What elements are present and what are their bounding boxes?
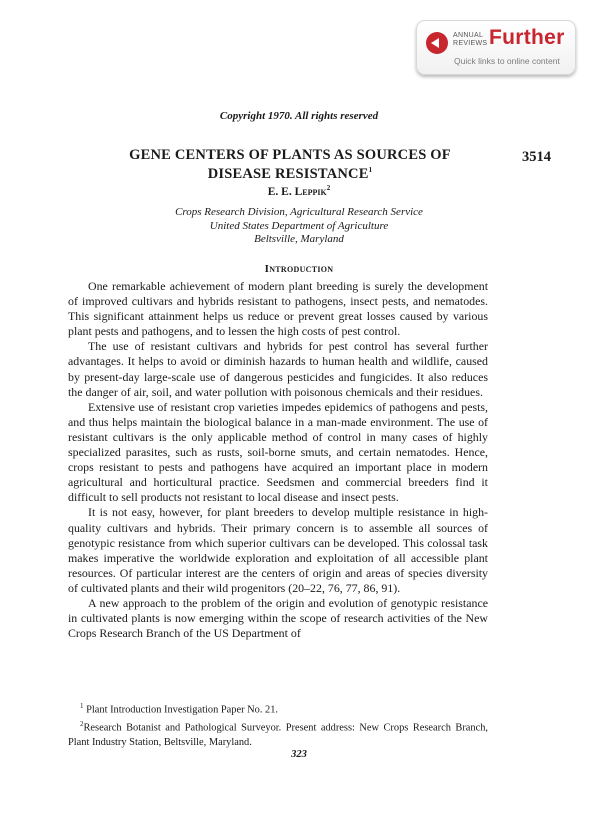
author-name-text: E. E. Leppik bbox=[267, 185, 327, 198]
copyright-notice: Copyright 1970. All rights reserved bbox=[219, 110, 379, 122]
title-line-2: DISEASE RESISTANCE bbox=[207, 165, 369, 182]
article-title bbox=[70, 148, 510, 182]
annual-label: ANNUAL bbox=[453, 32, 484, 39]
title-line-1: GENE CENTERS OF PLANTS AS SOURCES OF bbox=[129, 147, 451, 163]
annual-reviews-wordmark bbox=[453, 32, 487, 48]
reviews-label: REVIEWS bbox=[453, 40, 488, 47]
affiliation-line-3: Beltsville, Maryland bbox=[254, 233, 344, 245]
page-number: 323 bbox=[291, 749, 307, 760]
footnote-mark: 1 bbox=[80, 702, 84, 710]
author-footnote-mark[interactable]: 2 bbox=[326, 184, 331, 192]
footnote bbox=[68, 699, 488, 717]
author-name bbox=[0, 184, 598, 198]
further-quick-links-badge[interactable] bbox=[416, 20, 576, 75]
affiliation-line-1: Crops Research Division, Agricultural Research Service bbox=[175, 206, 423, 218]
footnote-text: Research Botanist and Pathological Surveyor. Present address: New Crops Research Branch, Plant Industry Station, Beltsville, Maryland. bbox=[68, 722, 488, 748]
paragraph: The use of resistant cultivars and hybrids for pest control has several further advantages. It helps to avoid or diminish hazards to human health and wildlife, caused by present-day large-scale use of dangerous pesticides and fungicides. It also reduces the danger of air, soil, and water pollution with poisonous chemicals and their residues. bbox=[68, 339, 488, 399]
author-affiliation bbox=[0, 206, 598, 247]
footnote-mark: 2 bbox=[80, 720, 84, 729]
article-number: 3514 bbox=[522, 149, 551, 165]
annual-reviews-logo-icon bbox=[426, 32, 448, 54]
paragraph: A new approach to the problem of the origin and evolution of genotypic resistance in cultivated plants is now emerging within the scope of research activities of the New Crops Research Branch of the US Department of bbox=[68, 595, 488, 641]
footnote-text: Plant Introduction Investigation Paper No. 21. bbox=[86, 704, 279, 716]
further-label: Further bbox=[489, 26, 565, 49]
paragraph: One remarkable achievement of modern plant breeding is surely the development of improved cultivars and hybrids resistant to pathogens, insect pests, and nematodes. This significant attainment helps us reduce or prevent great losses caused by various plant pests and pathogens, and to lessen the high costs of pest control. bbox=[68, 279, 488, 339]
paragraph: Extensive use of resistant crop varieties impedes epidemics of pathogens and pests, and thus helps maintain the biological balance in a man-made environment. The use of resistant cultivars is the only applicable method of control in many cases of highly specialized parasites, such as rusts, soil-borne smuts, and certain nematodes. Hence, crops resistant to pests and pathogens have acquired an important place in modern agricultural and horticultural practice. Seedsmen and commercial breeders find it difficult to sell products not resistant to local disease and insect pests. bbox=[68, 399, 488, 505]
further-tagline: Quick links to online content bbox=[454, 56, 560, 66]
footnotes bbox=[68, 699, 488, 750]
footnote bbox=[68, 717, 488, 749]
paragraph: It is not easy, however, for plant breeders to develop multiple resistance in high-quality cultivars and hybrids. Their primary concern is to assemble all sources of genotypic resistance from which superior cultivars can be developed. This colossal task makes imperative the worldwide exploration and exploitation of all accessible plant resources. Of particular interest are the centers of origin and areas of species diversity of cultivated plants and their wild progenitors (20–22, 76, 77, 86, 91). bbox=[68, 505, 488, 595]
section-heading: Introduction bbox=[264, 263, 334, 275]
article-body bbox=[68, 279, 488, 641]
title-footnote-mark[interactable]: 1 bbox=[368, 166, 373, 174]
affiliation-line-2: United States Department of Agriculture bbox=[209, 219, 389, 232]
